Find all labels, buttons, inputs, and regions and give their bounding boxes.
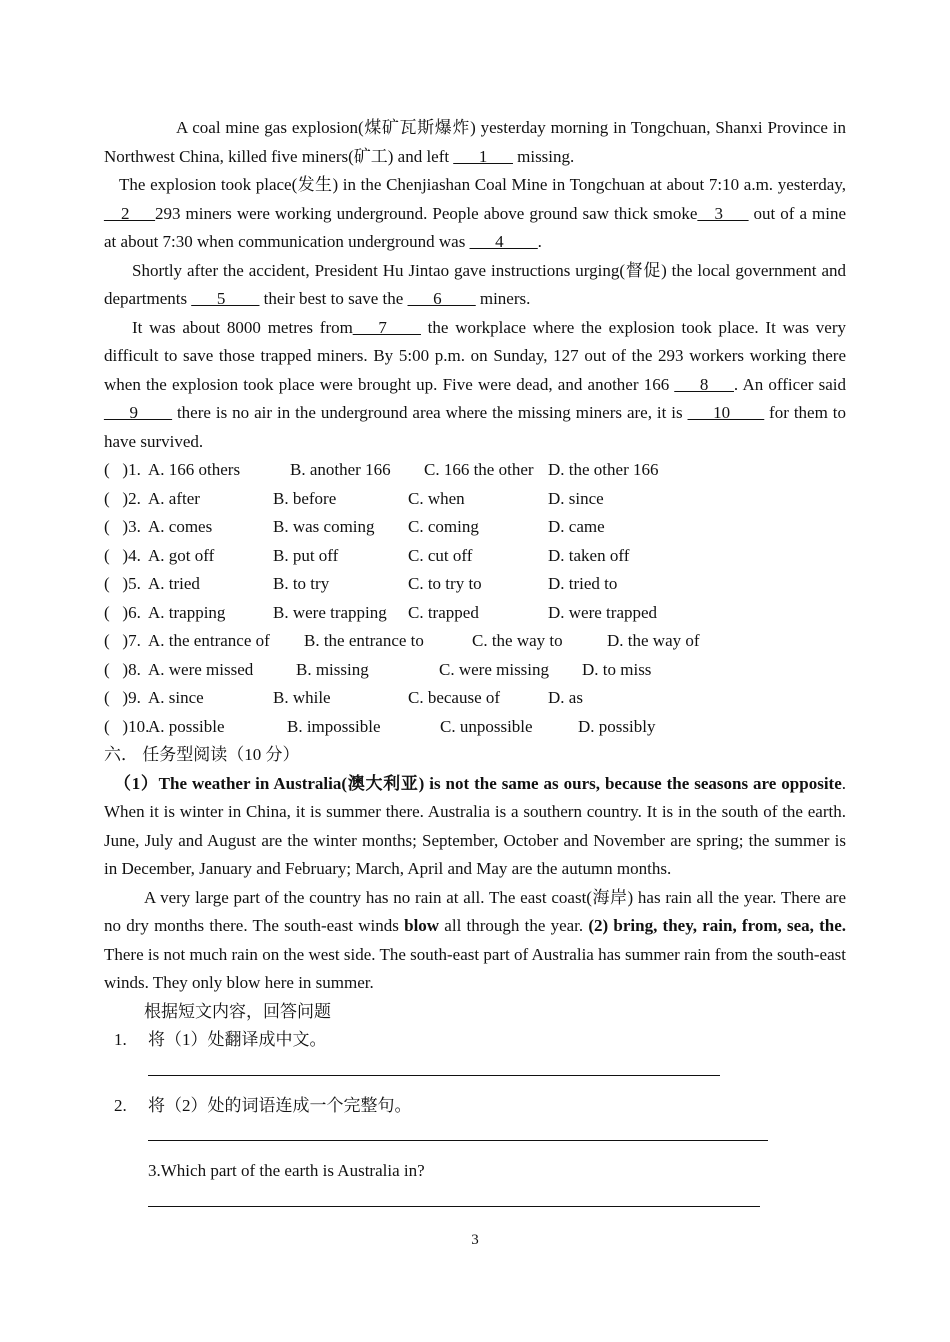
option-b: B. impossible	[287, 716, 381, 736]
option-d: D. the way of	[607, 631, 700, 650]
reading-paragraph-2	[104, 884, 846, 998]
option-c: C. coming	[408, 517, 479, 536]
task-item	[104, 1092, 846, 1121]
answer-line[interactable]	[148, 1124, 768, 1141]
question-number: ( )1.	[104, 460, 141, 479]
text: out of a mine at about 7:30 when communication underground was	[104, 203, 847, 251]
blank-3: __3___	[697, 203, 749, 223]
question-number: ( )10.	[104, 716, 150, 736]
option-d: D. were trapped	[548, 602, 658, 622]
option-d: D. tried to	[548, 574, 618, 593]
cloze-paragraph-4	[104, 314, 846, 457]
option-c: C. 166 the other	[424, 460, 534, 479]
question-number: ( )2.	[104, 488, 141, 508]
option-a: A. comes	[148, 517, 213, 536]
question-number: ( )8.	[104, 659, 141, 679]
task-text: 将（1）处翻译成中文。	[148, 1030, 327, 1049]
text: all through the year.	[439, 916, 589, 935]
option-c: C. when	[408, 488, 465, 508]
option-a: A. after	[148, 488, 200, 508]
text: . An officer said	[733, 374, 846, 394]
question-number: ( )9.	[104, 688, 141, 707]
option-a: A. 166 others	[148, 460, 241, 479]
text: . When it is winter in China, it is summer there. Australia is a southern country. It is in the south of the earth. June, July and August are the winter months; September, October and November are spring; the summer is in December, January and February; March, April and May are the autumn months.	[104, 773, 846, 878]
option-d: D. as	[548, 688, 583, 707]
text: A very large part of the country has no rain at all. The east coast(海岸) has rain all the year. There are no dry months there. The south-east winds	[104, 887, 846, 935]
task-number: 2.	[114, 1095, 127, 1115]
option-d: D. taken off	[548, 545, 630, 565]
option-d: D. possibly	[578, 716, 656, 736]
option-c: C. because of	[408, 688, 501, 707]
question-number: ( )5.	[104, 574, 141, 593]
option-a: A. since	[148, 688, 204, 707]
word-order-target: (2) bring, they, rain, from, sea, the.	[588, 916, 846, 935]
text: their best to save the	[259, 289, 408, 308]
option-b: B. to try	[273, 574, 330, 593]
bold-word: blow	[404, 916, 440, 935]
option-a: A. possible	[148, 716, 225, 736]
option-b: B. another 166	[290, 460, 391, 479]
option-c: C. were missing	[439, 659, 550, 679]
question-item	[104, 684, 846, 713]
task-text: 3.Which part of the earth is Australia in?	[148, 1161, 425, 1180]
option-d: D. the other 166	[548, 460, 659, 479]
blank-4: ___4____	[469, 232, 538, 251]
option-a: A. trapping	[148, 602, 226, 622]
blank-10: ___10____	[687, 403, 765, 422]
option-c: C. unpossible	[440, 716, 533, 736]
option-a: A. were missed	[148, 659, 254, 679]
option-a: A. tried	[148, 574, 200, 593]
text: there is no air in the underground area where the missing miners are, it is	[172, 403, 688, 422]
blank-7: ___7____	[352, 317, 421, 337]
blank-8: ___8___	[674, 374, 734, 394]
option-c: C. trapped	[408, 602, 479, 622]
option-d: D. came	[548, 517, 605, 536]
text: It was about 8000 metres from	[132, 317, 353, 337]
instruction: 根据短文内容，回答问题	[144, 1001, 331, 1021]
blank-2: __2___	[104, 203, 155, 223]
question-item	[104, 627, 846, 656]
task-item	[104, 1157, 846, 1186]
option-d: D. since	[548, 488, 604, 508]
blank-9: ___9____	[104, 403, 172, 422]
option-b: B. while	[273, 688, 331, 707]
question-item	[104, 485, 846, 514]
answer-line[interactable]	[148, 1190, 760, 1207]
question-list	[104, 456, 846, 741]
page-number: 3	[471, 1232, 479, 1248]
text: The explosion took place(发生) in the Chenjiashan Coal Mine in Tongchuan at about 7:10 a.m. yesterday,	[119, 175, 846, 194]
cloze-paragraph-1	[104, 114, 846, 171]
option-b: B. the entrance to	[304, 631, 424, 650]
option-c: C. the way to	[472, 631, 563, 650]
question-number: ( )6.	[104, 602, 141, 622]
text: A coal mine gas explosion(煤矿瓦斯爆炸) yesterday morning in Tongchuan, Shanxi Province in Northwest China, killed five miners(矿工) and left	[104, 118, 846, 166]
question-item	[104, 542, 846, 571]
question-number: ( )4.	[104, 545, 141, 565]
question-item	[104, 713, 846, 742]
blank-1: ___1___	[453, 146, 513, 166]
option-b: B. missing	[296, 659, 369, 679]
question-number: ( )7.	[104, 631, 141, 650]
task-item	[104, 1026, 846, 1055]
text: for them to have survived.	[104, 403, 846, 451]
question-item	[104, 456, 846, 485]
option-b: B. was coming	[273, 517, 375, 536]
option-c: C. to try to	[408, 574, 482, 593]
option-b: B. were trapping	[273, 602, 387, 622]
option-a: A. the entrance of	[148, 631, 270, 650]
text: miners.	[475, 289, 531, 308]
document-page	[104, 114, 846, 1207]
text: There is not much rain on the west side. The south-east part of Australia has summer rain from the south-east winds. They only blow here in summer.	[104, 944, 846, 992]
option-c: C. cut off	[408, 545, 473, 565]
option-d: D. to miss	[582, 659, 652, 679]
text: missing.	[512, 146, 575, 166]
question-number: ( )3.	[104, 517, 141, 536]
option-a: A. got off	[148, 545, 215, 565]
task-text: 将（2）处的词语连成一个完整句。	[148, 1095, 412, 1115]
cloze-paragraph-3	[104, 257, 846, 314]
question-item	[104, 513, 846, 542]
text: the workplace where the explosion took place. It was very difficult to save those trapped miners. By 5:00 p.m. on Sunday, 127 out of the 293 workers working there when the explosion took place were brought up. Five were dead, and another 166	[104, 317, 846, 394]
blank-5: ___5____	[191, 289, 260, 308]
blank-6: ___6____	[407, 289, 476, 308]
cloze-paragraph-2	[104, 171, 846, 257]
translation-target-sentence: （1）The weather in Australia(澳大利亚) is not the same as ours, because the seasons are opposite	[114, 773, 842, 793]
question-item	[104, 656, 846, 685]
section-heading: 六． 任务型阅读（10 分）	[104, 745, 300, 764]
question-item	[104, 599, 846, 628]
text: .	[537, 232, 542, 251]
task-number: 1.	[114, 1030, 127, 1049]
option-b: B. put off	[273, 545, 339, 565]
answer-line[interactable]	[148, 1059, 720, 1076]
text: 293 miners were working underground. People above ground saw thick smoke	[155, 203, 698, 223]
reading-paragraph-1	[104, 770, 846, 884]
text: Shortly after the accident, President Hu Jintao gave instructions urging(督促) the local government and departments	[104, 260, 846, 308]
task-list	[104, 1026, 846, 1207]
option-b: B. before	[273, 488, 337, 508]
question-item	[104, 570, 846, 599]
